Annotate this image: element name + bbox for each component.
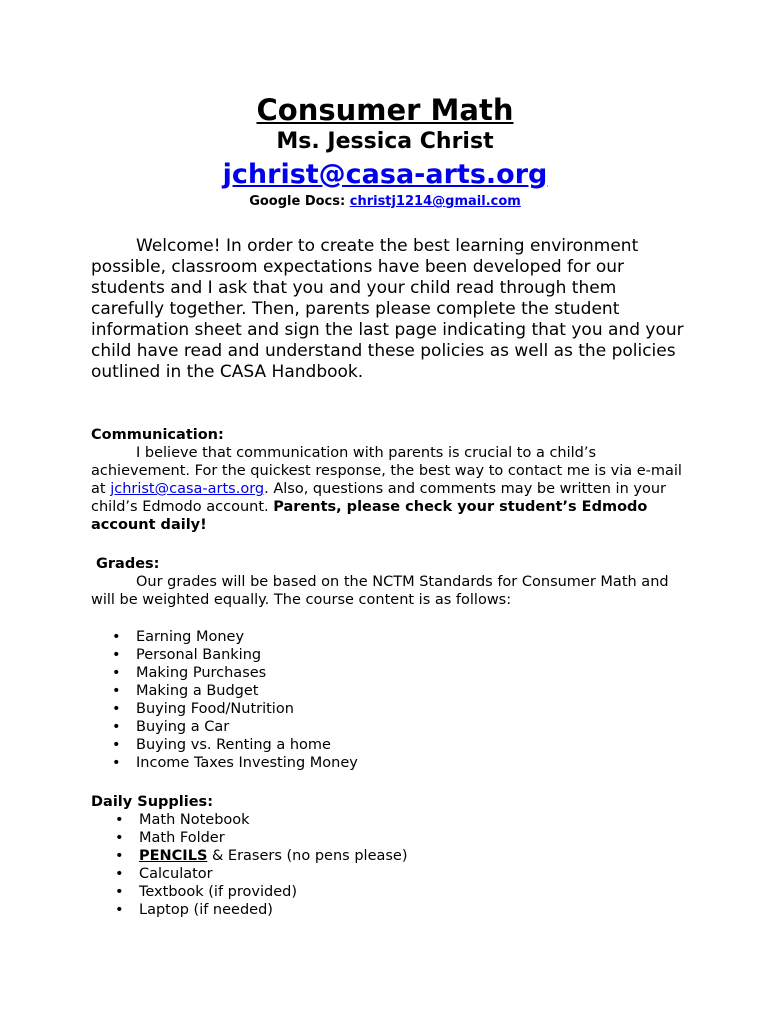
- teacher-email-line: [0, 158, 770, 192]
- communication-text-before: I believe that communication with parents is crucial to a child’s achievement. For the quickest response, the best way to contact me is via e-mail at: [91, 445, 682, 497]
- grades-paragraph: Our grades will be based on the NCTM Standards for Consumer Math and will be weighted equally. The course content is as follows:: [91, 574, 669, 608]
- supplies-list: [91, 811, 691, 919]
- list-item: [91, 829, 691, 847]
- bullet-icon: •: [112, 647, 121, 663]
- list-item-label: Laptop (if needed): [139, 902, 273, 918]
- list-item-label: Buying vs. Renting a home: [136, 737, 331, 753]
- bullet-icon: •: [112, 701, 121, 717]
- list-item-label: Buying Food/Nutrition: [136, 701, 294, 717]
- list-item-label: Earning Money: [136, 629, 245, 645]
- bullet-icon: •: [112, 629, 121, 645]
- bullet-icon: •: [112, 683, 121, 699]
- supplies-section: [91, 793, 691, 919]
- list-item-label: Buying a Car: [136, 719, 230, 735]
- communication-bold-note: Parents, please check your student’s Edmodo account daily!: [91, 499, 648, 533]
- list-item: [91, 628, 691, 646]
- list-item-label: Income Taxes Investing Money: [136, 755, 358, 771]
- grades-heading: Grades:: [96, 556, 160, 572]
- bullet-icon: •: [112, 737, 121, 753]
- list-item-label: Math Notebook: [139, 812, 250, 828]
- bullet-icon: •: [115, 866, 124, 882]
- teacher-email-link[interactable]: jchrist@casa-arts.org: [222, 159, 548, 190]
- communication-section: [91, 426, 691, 534]
- google-docs-label: Google Docs:: [249, 194, 346, 209]
- bullet-icon: •: [115, 812, 124, 828]
- list-item-label: Making a Budget: [136, 683, 259, 699]
- pencils-bold-label: PENCILS: [139, 848, 208, 864]
- teacher-name: Ms. Jessica Christ: [276, 129, 494, 154]
- list-item: [91, 664, 691, 682]
- list-item: [91, 718, 691, 736]
- list-item: [91, 736, 691, 754]
- list-item: [91, 847, 691, 865]
- bullet-icon: •: [112, 755, 121, 771]
- list-item-label: Math Folder: [139, 830, 225, 846]
- communication-heading: Communication:: [91, 427, 224, 443]
- list-item-label: Calculator: [139, 866, 213, 882]
- supplies-heading: Daily Supplies:: [91, 794, 213, 810]
- list-item: [91, 682, 691, 700]
- list-item: [91, 754, 691, 772]
- list-item: [91, 811, 691, 829]
- bullet-icon: •: [115, 902, 124, 918]
- communication-text-after: . Also, questions and comments may be written in your child’s Edmodo account.: [91, 481, 666, 515]
- bullet-icon: •: [115, 884, 124, 900]
- pencils-rest-label: & Erasers (no pens please): [207, 848, 408, 864]
- bullet-icon: •: [115, 848, 124, 864]
- grades-section: [91, 555, 691, 609]
- list-item: [91, 865, 691, 883]
- list-item: [91, 883, 691, 901]
- list-item-label: Making Purchases: [136, 665, 267, 681]
- bullet-icon: •: [115, 830, 124, 846]
- list-item: [91, 901, 691, 919]
- course-content-list: [91, 628, 691, 772]
- document-header: [0, 92, 770, 211]
- communication-email-link[interactable]: jchrist@casa-arts.org: [110, 481, 265, 497]
- list-item: [91, 700, 691, 718]
- google-docs-line: [0, 193, 770, 211]
- list-item-label: Textbook (if provided): [139, 884, 297, 900]
- list-item-label: Personal Banking: [136, 647, 262, 663]
- welcome-paragraph: Welcome! In order to create the best learning environment possible, classroom expectations have been developed for our students and I ask that you and your child read through them carefully together. Then, parents please complete the student information sheet and sign the last page indicating that you and your child have read and understand these policies as well as the policies outlined in the CASA Handbook.: [91, 236, 684, 382]
- course-title: Consumer Math: [256, 93, 514, 127]
- bullet-icon: •: [112, 665, 121, 681]
- list-item: [91, 646, 691, 664]
- bullet-icon: •: [112, 719, 121, 735]
- communication-paragraph: [91, 444, 691, 534]
- google-docs-email-link[interactable]: christj1214@gmail.com: [349, 194, 521, 209]
- grades-list-container: [91, 628, 691, 772]
